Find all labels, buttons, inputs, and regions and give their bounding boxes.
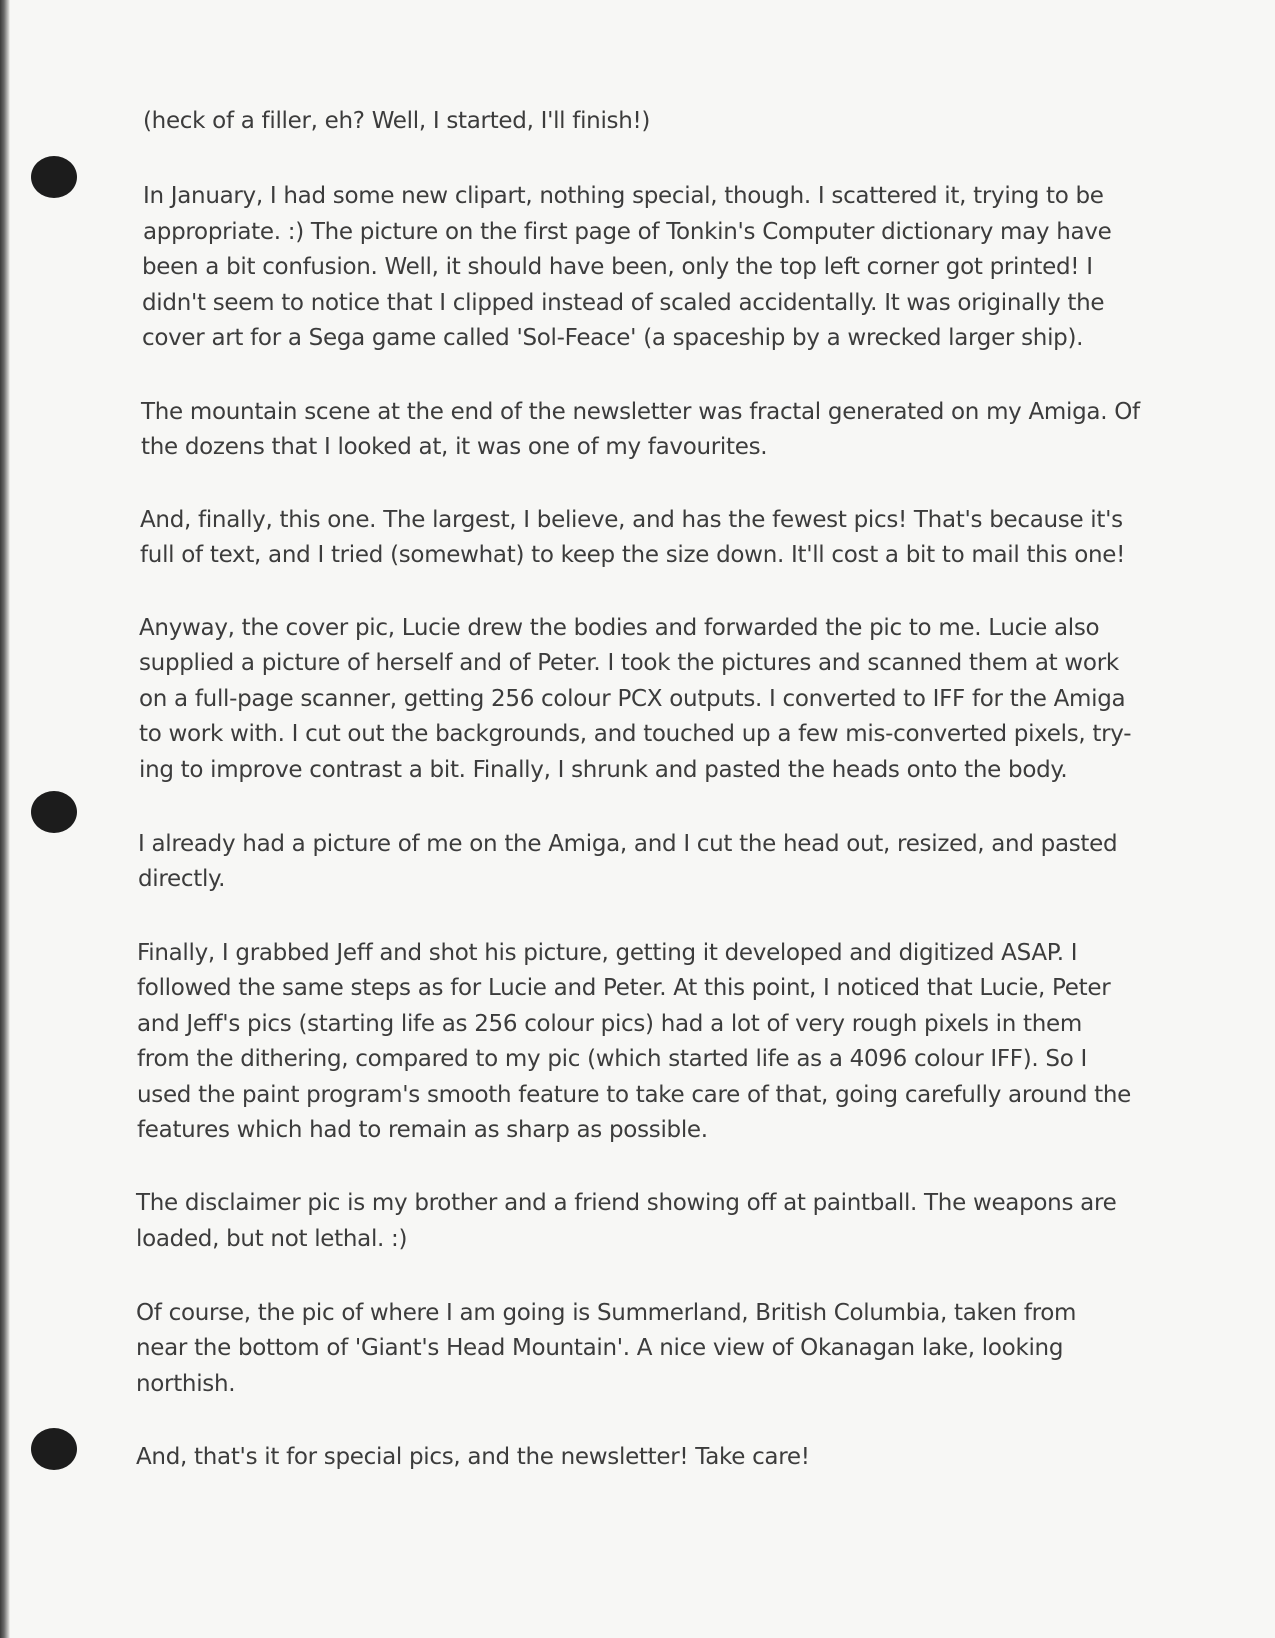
paragraph-line: ing to improve contrast a bit. Finally, I shrunk and pasted the heads onto the body. [139, 757, 1068, 783]
paragraph-line: Of course, the pic of where I am going is Summerland, British Columbia, taken from [136, 1300, 1077, 1326]
paragraph-line: northish. [136, 1371, 236, 1397]
paragraph-line: followed the same steps as for Lucie and Peter. At this point, I noticed that Lucie, Peter [137, 975, 1111, 1001]
paragraph-line: And, finally, this one. The largest, I believe, and has the fewest pics! That's because it's [140, 507, 1123, 533]
paragraph-line: The mountain scene at the end of the newsletter was fractal generated on my Amiga. Of [141, 399, 1140, 425]
paragraph-line: In January, I had some new clipart, nothing special, though. I scattered it, trying to be [143, 183, 1104, 209]
paragraph-line: features which had to remain as sharp as possible. [137, 1117, 708, 1143]
paragraph-line: and Jeff's pics (starting life as 256 colour pics) had a lot of very rough pixels in them [137, 1011, 1082, 1037]
paragraph-line: And, that's it for special pics, and the newsletter! Take care! [136, 1444, 810, 1470]
paragraph-line: directly. [138, 866, 226, 892]
paragraph-line: the dozens that I looked at, it was one of my favourites. [141, 434, 768, 460]
paragraph-line: didn't seem to notice that I clipped instead of scaled accidentally. It was originally the [142, 290, 1105, 316]
paragraph-line: to work with. I cut out the backgrounds, and touched up a few mis-converted pixels, try- [139, 721, 1132, 747]
paragraph-line: cover art for a Sega game called 'Sol-Feace' (a spaceship by a wrecked larger ship). [142, 325, 1084, 351]
paragraph-line: near the bottom of 'Giant's Head Mountain'. A nice view of Okanagan lake, looking [136, 1335, 1064, 1361]
paragraph-line: I already had a picture of me on the Amiga, and I cut the head out, resized, and pasted [138, 831, 1118, 857]
paragraph-line: from the dithering, compared to my pic (which started life as a 4096 colour IFF). So I [137, 1046, 1087, 1072]
paragraph-line: full of text, and I tried (somewhat) to keep the size down. It'll cost a bit to mail this one! [140, 542, 1126, 568]
paragraph-line: been a bit confusion. Well, it should have been, only the top left corner got printed! I [142, 254, 1093, 280]
paragraph-line: (heck of a filler, eh? Well, I started, I'll finish!) [143, 108, 651, 134]
paragraph-line: used the paint program's smooth feature to take care of that, going carefully around the [137, 1082, 1131, 1108]
paragraph-line: supplied a picture of herself and of Peter. I took the pictures and scanned them at work [139, 650, 1119, 676]
paragraph-line: on a full-page scanner, getting 256 colour PCX outputs. I converted to IFF for the Amiga [139, 686, 1126, 712]
paragraph-line: The disclaimer pic is my brother and a friend showing off at paintball. The weapons are [136, 1190, 1117, 1216]
paragraph-line: Anyway, the cover pic, Lucie drew the bodies and forwarded the pic to me. Lucie also [139, 615, 1100, 641]
paragraph-line: loaded, but not lethal. :) [136, 1226, 408, 1252]
paragraph-line: Finally, I grabbed Jeff and shot his picture, getting it developed and digitized ASAP. I [137, 940, 1078, 966]
paragraph-line: appropriate. :) The picture on the first page of Tonkin's Computer dictionary may have [143, 219, 1112, 245]
